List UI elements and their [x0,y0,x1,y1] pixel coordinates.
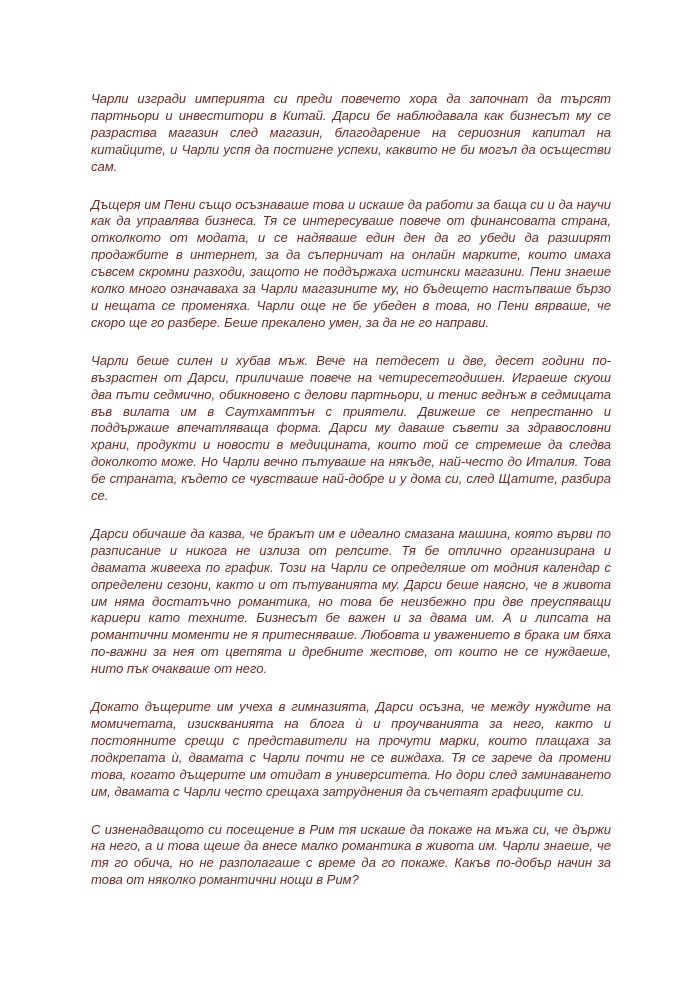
paragraph: Докато дъщерите им учеха в гимназията, Дарси осъзна, че между нуждите на момичетата, изискванията на блога ѝ и проучванията за него, както и постоянните срещи с представители на прочути марки, които плащаха за подкрепата ѝ, двамата с Чарли почти не се виждаха. Тя се зарече да промени това, когато дъщерите им отидат в университета. Но дори след заминаването им, двамата с Чарли често срещаха затруднения да съчетаят графиците си. [91,699,611,799]
paragraph: Дъщеря им Пени също осъзнаваше това и искаше да работи за баща си и да научи как да управлява бизнеса. Тя се интересуваше повече от финансовата страна, отколкото от модата, и се надяваше един ден да го убеди да разширят продажбите в интернет, за да съперничат на онлайн марките, които имаха съвсем скромни разходи, защото не поддържаха истински магазини. Пени знаеше колко много означаваха за Чарли магазините му, но бъдещето настъпваше бързо и нещата се променяха. Чарли още не бе убеден в това, но Пени вярваше, че скоро ще го разбере. Беше прекалено умен, за да не го направи. [91,196,611,330]
paragraph: Чарли беше силен и хубав мъж. Вече на петдесет и две, десет години по-възрастен от Дарси, приличаше повече на четиресетгодишен. Играеше скуош два пъти седмично, обикновено с делови партньори, и тенис веднъж в седмицата във вилата им в Саутхамптън с приятели. Движеше се непрестанно и поддържаше впечатляваща форма. Дарси му даваше съвети за здравословни храни, продукти и новости в медицината, които той се стремеше да следва доколкото може. Но Чарли вечно пътуваше на някъде, най-често до Италия. Това бе страната, където се чувстваше най-добре и у дома си, след Щатите, разбира се. [91,352,611,504]
paragraph: Чарли изгради империята си преди повечето хора да започнат да търсят партньори и инвеститори в Китай. Дарси бе наблюдавала как бизнесът му се разраства магазин след магазин, благодарение на сериозния капитал на китайците, и Чарли успя да постигне успехи, каквито не би могъл да осъществи сам. [91,91,611,174]
paragraph: С изненадващото си посещение в Рим тя искаше да покаже на мъжа си, че държи на него, а и това щеше да внесе малко романтика в живота им. Чарли знаеше, че тя го обича, но не разполагаше с време да го покаже. Какъв по-добър начин за това от няколко романтични нощи в Рим? [91,821,611,888]
document-body [91,91,611,889]
paragraph: Дарси обичаше да казва, че бракът им е идеално смазана машина, която върви по разписание и никога не излиза от релсите. Тя бе отлично организирана и двамата живееха по график. Този на Чарли се определяше от модния календар с определени сезони, както и от пътуванията му. Дарси беше наясно, че в живота им няма достатъчно романтика, но това бе неизбежно при две преуспяващи кариери като техните. Бизнесът бе важен и за двама им. А и липсата на романтични моменти не я притесняваше. Любовта и уважението в брака им бяха по-важни за нея от цветята и дребните жестове, от които не се нуждаеше, нито пък очакваше от него. [91,525,611,677]
